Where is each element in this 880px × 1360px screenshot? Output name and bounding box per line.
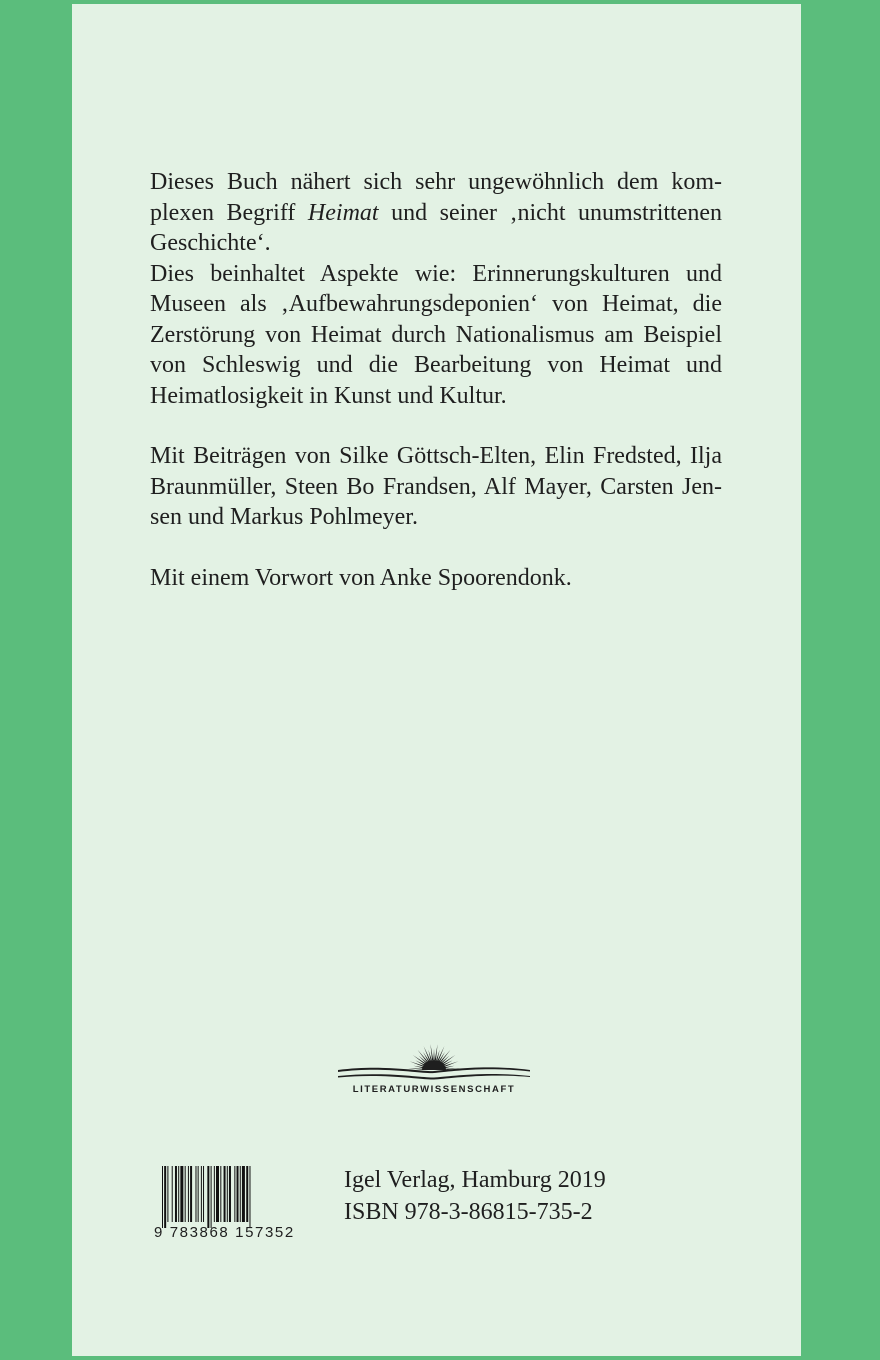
blurb-text [150, 167, 722, 593]
barcode-bars [162, 1166, 302, 1228]
publisher-info [344, 1164, 606, 1228]
series-logo [334, 1040, 534, 1096]
barcode-digits: 9 783868 157352 [154, 1224, 295, 1241]
blurb-paragraph-contributors: Mit Beiträgen von Silke Göttsch-Elten, Elin Fredsted, Ilja Braunmüller, Steen Bo Frandsen, Alf Mayer, Carsten Jensen und Markus Pohlmeyer. [150, 443, 722, 530]
blurb-paragraph-foreword: Mit einem Vorwort von Anke Spoorendonk. [150, 564, 572, 591]
blurb-paragraph-intro: Dieses Buch nähert sich sehr ungewöhnlich dem komplexen Begriff Heimat und seiner ‚nicht unumstrittenen Geschichte‘. [150, 169, 722, 256]
series-logo-label: LITERATURWISSENSCHAFT [352, 1084, 516, 1095]
heimat-emphasis: Heimat [307, 199, 379, 226]
back-cover-panel [72, 4, 801, 1356]
publisher-line: Igel Verlag, Hamburg 2019 [344, 1167, 606, 1193]
isbn-barcode [154, 1166, 302, 1248]
blurb-paragraph-aspects: Dies beinhaltet Aspekte wie: Erinnerungskulturen und Museen als ‚Aufbewahrungsdeponien‘ von Heimat, die Zerstörung von Heimat durch Nationalismus am Beispiel von Schleswig und die Bearbeitung von Heimat und Heimatlosigkeit in Kunst und Kultur. [150, 260, 722, 409]
rising-sun-icon [334, 1040, 534, 1084]
isbn-line: ISBN 978-3-86815-735-2 [344, 1199, 593, 1225]
